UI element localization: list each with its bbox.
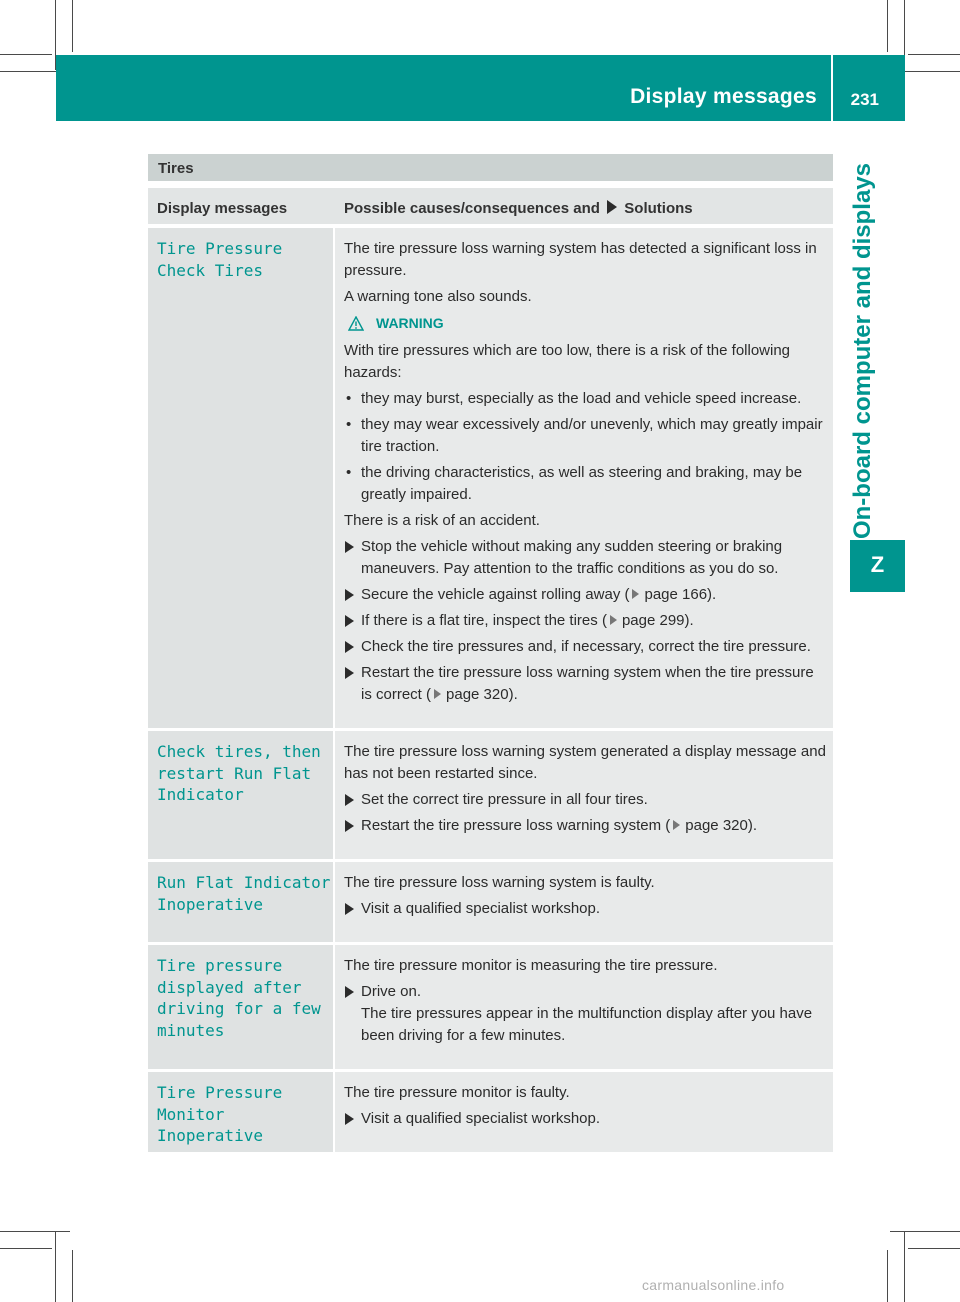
column-header-solutions-text: Solutions: [624, 200, 693, 217]
column-header-causes: [335, 188, 833, 224]
causes-solutions: [335, 731, 833, 859]
page-reference-icon: [434, 689, 441, 699]
instruction-text: Restart the tire pressure loss warning system when the tire pressure is correct (: [361, 664, 814, 703]
paragraph: There is a risk of an accident.: [344, 512, 540, 529]
crop-mark: [0, 1248, 52, 1249]
instruction-text: Check the tire pressures and, if necessary, correct the tire pressure.: [361, 638, 811, 655]
instruction-text: Visit a qualified specialist workshop.: [361, 1110, 601, 1127]
paragraph: The tire pressure monitor is measuring the tire pressure.: [344, 957, 718, 974]
action-arrow-icon: [607, 200, 617, 214]
instruction-item: [344, 662, 827, 706]
header-divider: [831, 55, 833, 121]
bullet-item: [344, 462, 827, 506]
message-line: displayed after: [157, 977, 302, 997]
bullet-dot: •: [346, 390, 352, 407]
page-reference[interactable]: page 320).: [685, 817, 758, 834]
action-arrow-icon: [345, 589, 354, 601]
paragraph: The tire pressure loss warning system is faulty.: [344, 874, 655, 891]
crop-mark: [890, 1231, 960, 1232]
crop-mark: [887, 0, 888, 52]
instruction-item: [344, 636, 827, 658]
chapter-tab-letter: Z: [870, 552, 885, 577]
table-header: [148, 188, 833, 224]
watermark: carmanualsonline.info: [642, 1277, 785, 1293]
message-line: minutes: [157, 1020, 225, 1040]
message-line: Monitor: [157, 1104, 225, 1124]
message-line: Inoperative: [157, 1126, 263, 1145]
instruction-item: [344, 610, 827, 632]
action-arrow-icon: [345, 641, 354, 653]
paragraph: With tire pressures which are too low, there is a risk of the following hazards:: [344, 342, 791, 381]
crop-mark: [908, 1248, 960, 1249]
page-reference[interactable]: page 166).: [644, 586, 717, 603]
causes-solutions: [335, 1072, 833, 1152]
action-arrow-icon: [345, 667, 354, 679]
instruction-continuation: The tire pressures appear in the multifunction display after you have been driving for a few minutes.: [361, 1005, 813, 1044]
message-line: restart Run Flat: [157, 763, 312, 783]
page-reference-icon: [673, 820, 680, 830]
paragraph: The tire pressure monitor is faulty.: [344, 1084, 570, 1101]
table-row: [148, 862, 833, 942]
page-header: [56, 55, 905, 121]
page-reference-icon: [632, 589, 639, 599]
crop-mark: [908, 54, 960, 55]
bullet-dot: •: [346, 416, 352, 433]
bullet-text: they may wear excessively and/or unevenly, which may greatly impair tire traction.: [361, 416, 823, 455]
crop-mark: [904, 1232, 905, 1302]
crop-mark: [72, 1250, 73, 1302]
instruction-text: Set the correct tire pressure in all four tires.: [361, 791, 648, 808]
table-row: [148, 228, 833, 728]
chapter-title: [842, 162, 884, 540]
message-line: Tire pressure: [157, 956, 283, 975]
paragraph: The tire pressure loss warning system generated a display message and has not been restarted since.: [344, 743, 826, 782]
instruction-text: Visit a qualified specialist workshop.: [361, 900, 601, 917]
page-title: Display messages: [630, 85, 817, 108]
instruction-item: [344, 898, 827, 920]
messages-table: [148, 188, 833, 1155]
table-row: [148, 945, 833, 1069]
instruction-item: [344, 536, 827, 580]
message-line: Indicator: [157, 785, 244, 804]
message-line: driving for a few: [157, 999, 321, 1018]
instruction-item: [344, 789, 827, 811]
section-title: Tires: [148, 154, 833, 181]
page-reference-icon: [610, 615, 617, 625]
message-line: Inoperative: [157, 894, 263, 914]
table-row: [148, 731, 833, 859]
crop-mark: [0, 54, 52, 55]
message-line: Run Flat Indicator: [157, 873, 331, 892]
display-message: [148, 1072, 333, 1152]
message-line: Tire Pressure: [157, 239, 283, 258]
instruction-text: If there is a flat tire, inspect the tires (: [361, 612, 607, 629]
action-arrow-icon: [345, 615, 354, 627]
action-arrow-icon: [345, 986, 354, 998]
instruction-item: [344, 1108, 827, 1130]
page-reference[interactable]: page 320).: [446, 686, 518, 703]
action-arrow-icon: [345, 903, 354, 915]
paragraph: A warning tone also sounds.: [344, 288, 532, 305]
crop-mark: [72, 0, 73, 52]
action-arrow-icon: [345, 1113, 354, 1125]
display-message: [148, 862, 333, 942]
instruction-text: Stop the vehicle without making any sudden steering or braking maneuvers. Pay attention to the traffic conditions as you do so.: [361, 538, 783, 577]
crop-mark: [887, 1250, 888, 1302]
bullet-text: they may burst, especially as the load and vehicle speed increase.: [361, 390, 802, 407]
action-arrow-icon: [345, 820, 354, 832]
crop-mark: [0, 1231, 70, 1232]
instruction-item: [344, 815, 827, 837]
chapter-title-text: On-board computer and displays: [849, 162, 876, 540]
column-header-messages: Display messages: [157, 200, 288, 217]
instruction-text: Secure the vehicle against rolling away (: [361, 586, 630, 603]
causes-solutions: [335, 228, 833, 728]
chapter-tab: [850, 540, 905, 592]
crop-mark: [55, 1232, 56, 1302]
bullet-item: [344, 414, 827, 458]
message-line: Check Tires: [157, 260, 263, 280]
display-message: [148, 945, 333, 1069]
page-reference[interactable]: page 299).: [621, 612, 694, 629]
display-message: [148, 228, 333, 728]
instruction-item: [344, 981, 827, 1047]
display-message: [148, 731, 333, 859]
bullet-item: [344, 388, 827, 410]
page-number: 231: [850, 90, 879, 109]
paragraph: The tire pressure loss warning system has detected a significant loss in pressure.: [344, 240, 817, 279]
causes-solutions: [335, 945, 833, 1069]
action-arrow-icon: [345, 794, 354, 806]
bullet-text: the driving characteristics, as well as steering and braking, may be greatly impaired.: [361, 464, 803, 503]
warning-triangle-icon: [348, 316, 364, 331]
instruction-text: Drive on.: [361, 983, 422, 1000]
message-line: Tire Pressure: [157, 1083, 283, 1102]
message-line: Check tires, then: [157, 742, 321, 761]
bullet-dot: •: [346, 464, 352, 481]
warning-label: WARNING: [376, 315, 444, 331]
instruction-item: [344, 584, 827, 606]
table-row: [148, 1072, 833, 1152]
instruction-text: Restart the tire pressure loss warning system (: [361, 817, 671, 834]
action-arrow-icon: [345, 541, 354, 553]
column-header-causes-text: Possible causes/consequences and: [344, 200, 600, 217]
warning-heading: [348, 312, 827, 334]
causes-solutions: [335, 862, 833, 942]
